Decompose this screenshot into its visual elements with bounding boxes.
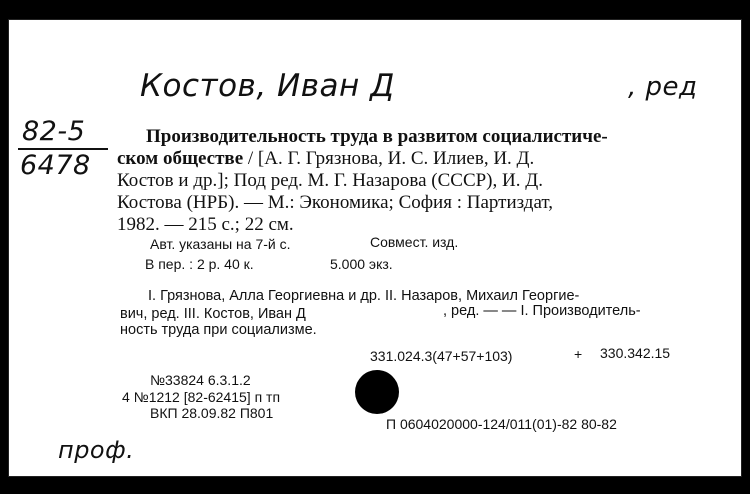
udc-code-2: 330.342.15 xyxy=(600,345,671,361)
binding-price: В пер. : 2 р. 40 к. xyxy=(145,256,254,272)
footer-number-1: №33824 6.3.1.2 xyxy=(150,372,251,388)
title-line-5: 1982. — 215 с.; 22 см. xyxy=(117,214,294,235)
handwritten-role: , ред xyxy=(628,72,698,102)
title-line-1 xyxy=(146,126,608,148)
title-line-3: Костов и др.]; Под ред. М. Г. Назарова (СССР), И. Д. xyxy=(117,170,543,191)
title-line-4: Костова (НРБ). — М.: Экономика; София : Партиздат, xyxy=(117,192,554,213)
tracing-line-1: I. Грязнова, Алла Георгиевна и др. II. Назаров, Михаил Георгие- xyxy=(148,288,580,304)
footer-number-2: 4 №1212 [82-62415] п тп xyxy=(122,389,281,405)
footer-code: П 0604020000-124/011(01)-82 80-82 xyxy=(386,416,617,432)
handwritten-class-bottom: 6478 xyxy=(20,150,91,181)
authors-note: Авт. указаны на 7-й с. xyxy=(150,236,291,252)
title-bold: Производительность труда в развитом социалистиче- xyxy=(146,126,608,147)
handwritten-author: Костов, Иван Д xyxy=(140,68,395,104)
copies: 5.000 экз. xyxy=(330,256,393,272)
title-bold-2: ском обществе xyxy=(117,148,244,169)
footer-vkp: ВКП 28.09.82 П801 xyxy=(150,405,274,421)
title-line-2 xyxy=(117,148,534,170)
title-rest: / [А. Г. Грязнова, И. С. Илиев, И. Д. xyxy=(243,148,535,169)
udc-plus: + xyxy=(574,346,583,362)
handwritten-note: проф. xyxy=(58,436,135,464)
joint-edition: Совмест. изд. xyxy=(370,234,459,250)
handwritten-class-top: 82-5 xyxy=(22,116,86,147)
udc-code: 331.024.3(47+57+103) xyxy=(370,348,513,364)
tracing-line-3: ность труда при социализме. xyxy=(120,322,317,338)
tracing-line-2b: , ред. — — I. Производитель- xyxy=(443,303,641,319)
tracing-line-2a: вич, ред. III. Костов, Иван Д xyxy=(120,306,306,322)
punch-hole xyxy=(355,370,399,414)
